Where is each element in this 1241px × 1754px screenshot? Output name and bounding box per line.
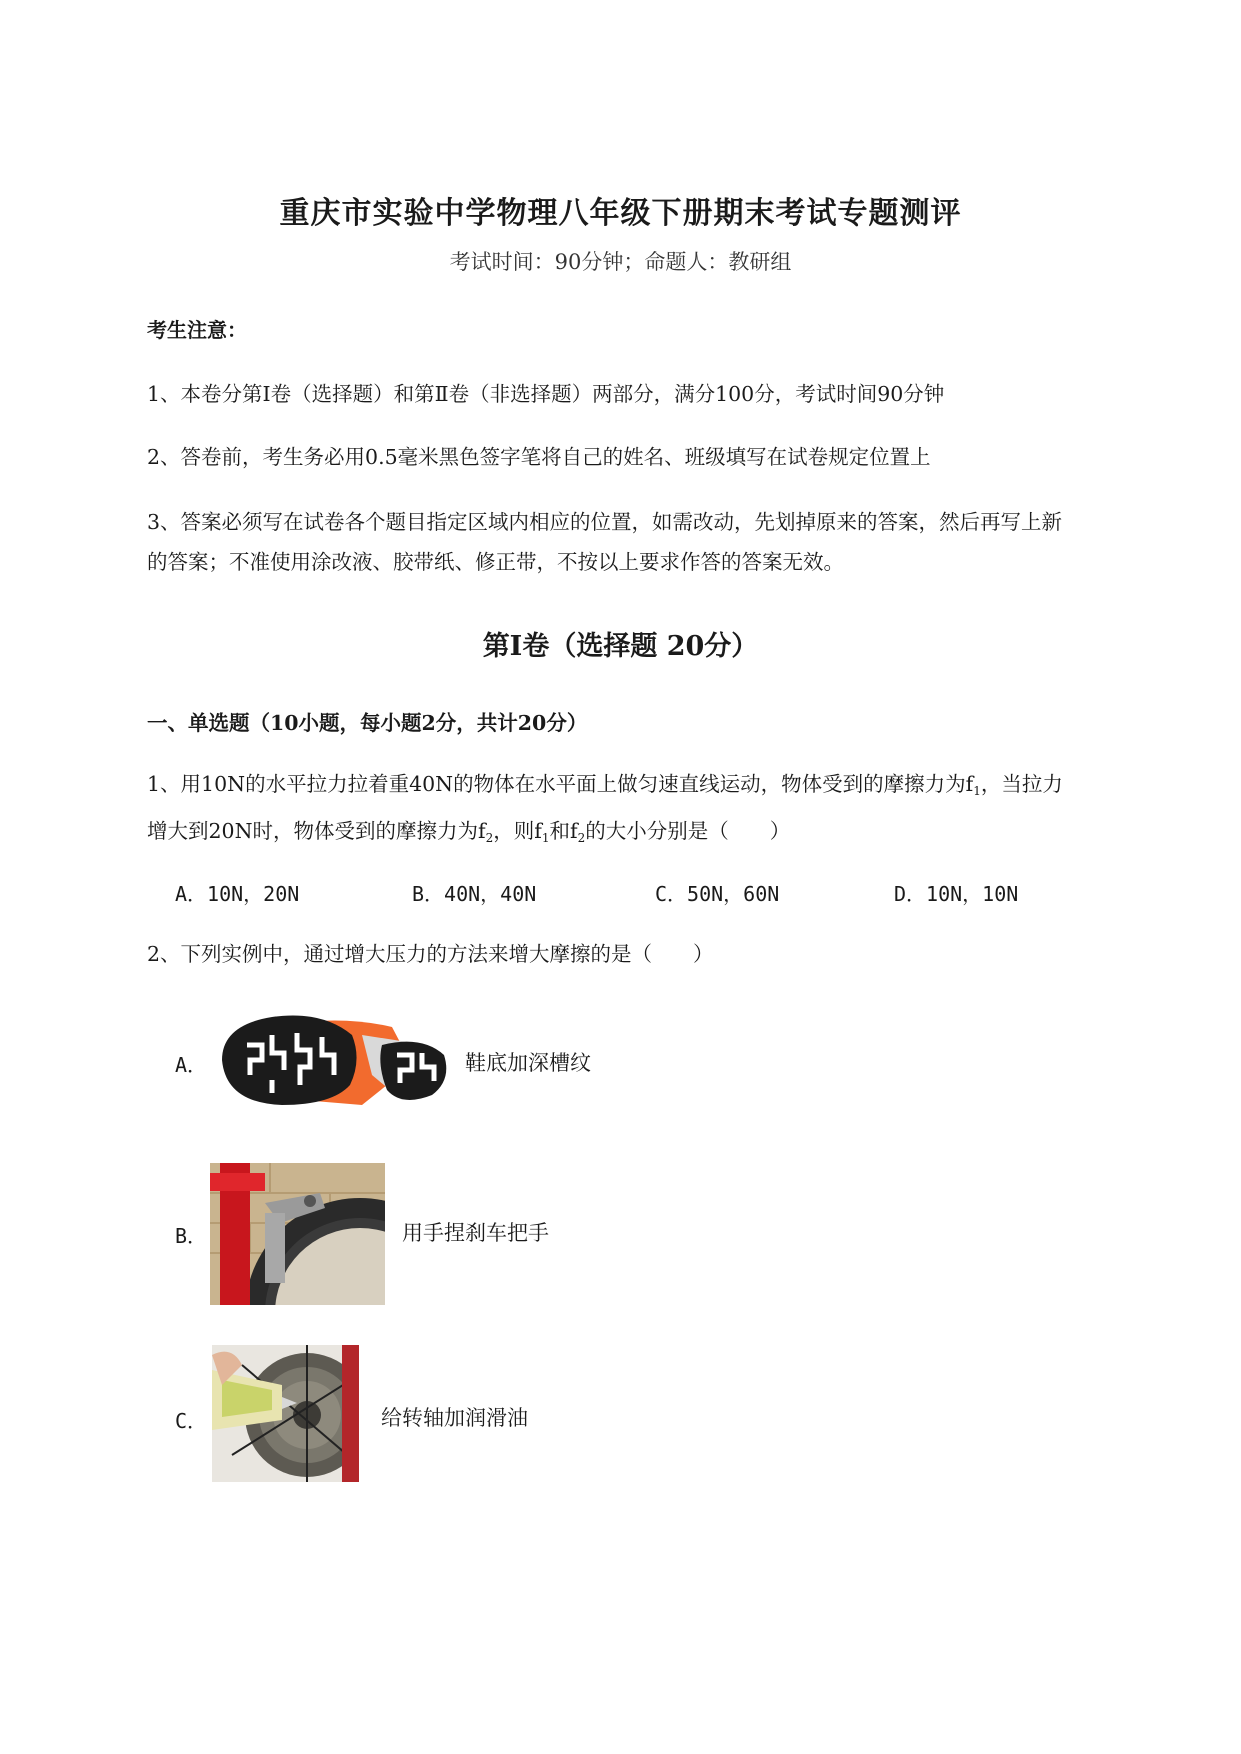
question-2-choice-c-text: 给转轴加润滑油	[381, 1406, 528, 1430]
question-1-option-a[interactable]: A．10N，20N	[175, 882, 300, 906]
question-1-line-1: 1、用10N的水平拉力拉着重40N的物体在水平面上做匀速直线运动，物体受到的摩擦力为$f_1$，当拉力	[147, 772, 1063, 798]
question-2-choice-b-text: 用手捏刹车把手	[402, 1221, 549, 1245]
question-1-line-2: 增大到20N时，物体受到的摩擦力为$f_2$，则$f_1$和$f_2$的大小分别是（ ）	[147, 819, 791, 845]
notice-item-3	[147, 502, 1157, 582]
notice-heading: 考生注意：	[147, 318, 247, 342]
notice-item-3-line-2: 的答案；不准使用涂改液、胶带纸、修正带，不按以上要求作答的答案无效。	[147, 550, 844, 574]
question-2-choice-a-text: 鞋底加深槽纹	[465, 1051, 591, 1075]
question-group-title: 一、单选题（10小题，每小题2分，共计20分）	[147, 711, 588, 735]
question-2-choice-a-letter[interactable]: A．	[175, 1053, 208, 1077]
notice-item-3-line-1: 3、答案必须写在试卷各个题目指定区域内相应的位置，如需改动，先划掉原来的答案，然后再写上新	[147, 510, 1063, 534]
shoe-sole-photo-icon	[212, 1005, 456, 1115]
exam-subtitle: 考试时间：90分钟；命题人：教研组	[449, 250, 792, 274]
question-2-stem: 2、下列实例中，通过增大压力的方法来增大摩擦的是（ ）	[147, 942, 714, 966]
shoe-sole-svg	[212, 1005, 456, 1115]
lubricating-gear-photo-icon	[212, 1345, 359, 1482]
section-title: 第Ⅰ卷（选择题 20分）	[482, 631, 759, 662]
question-1-option-b[interactable]: B．40N，40N	[412, 882, 537, 906]
exam-title: 重庆市实验中学物理八年级下册期末考试专题测评	[279, 196, 962, 231]
question-2-choice-c-letter[interactable]: C．	[175, 1409, 208, 1433]
question-1-option-c[interactable]: C．50N，60N	[655, 882, 780, 906]
lubricating-gear-svg	[212, 1345, 359, 1482]
notice-item-1: 1、本卷分第Ⅰ卷（选择题）和第Ⅱ卷（非选择题）两部分，满分100分，考试时间90分钟	[147, 382, 945, 406]
question-2-choice-b-letter[interactable]: B．	[175, 1224, 208, 1248]
bicycle-brake-svg	[210, 1163, 385, 1305]
bicycle-brake-photo-icon	[210, 1163, 385, 1305]
question-1	[147, 764, 1157, 858]
question-1-option-d[interactable]: D．10N，10N	[894, 882, 1019, 906]
notice-item-2: 2、答卷前，考生务必用0.5毫米黑色签字笔将自己的姓名、班级填写在试卷规定位置上	[147, 445, 931, 469]
